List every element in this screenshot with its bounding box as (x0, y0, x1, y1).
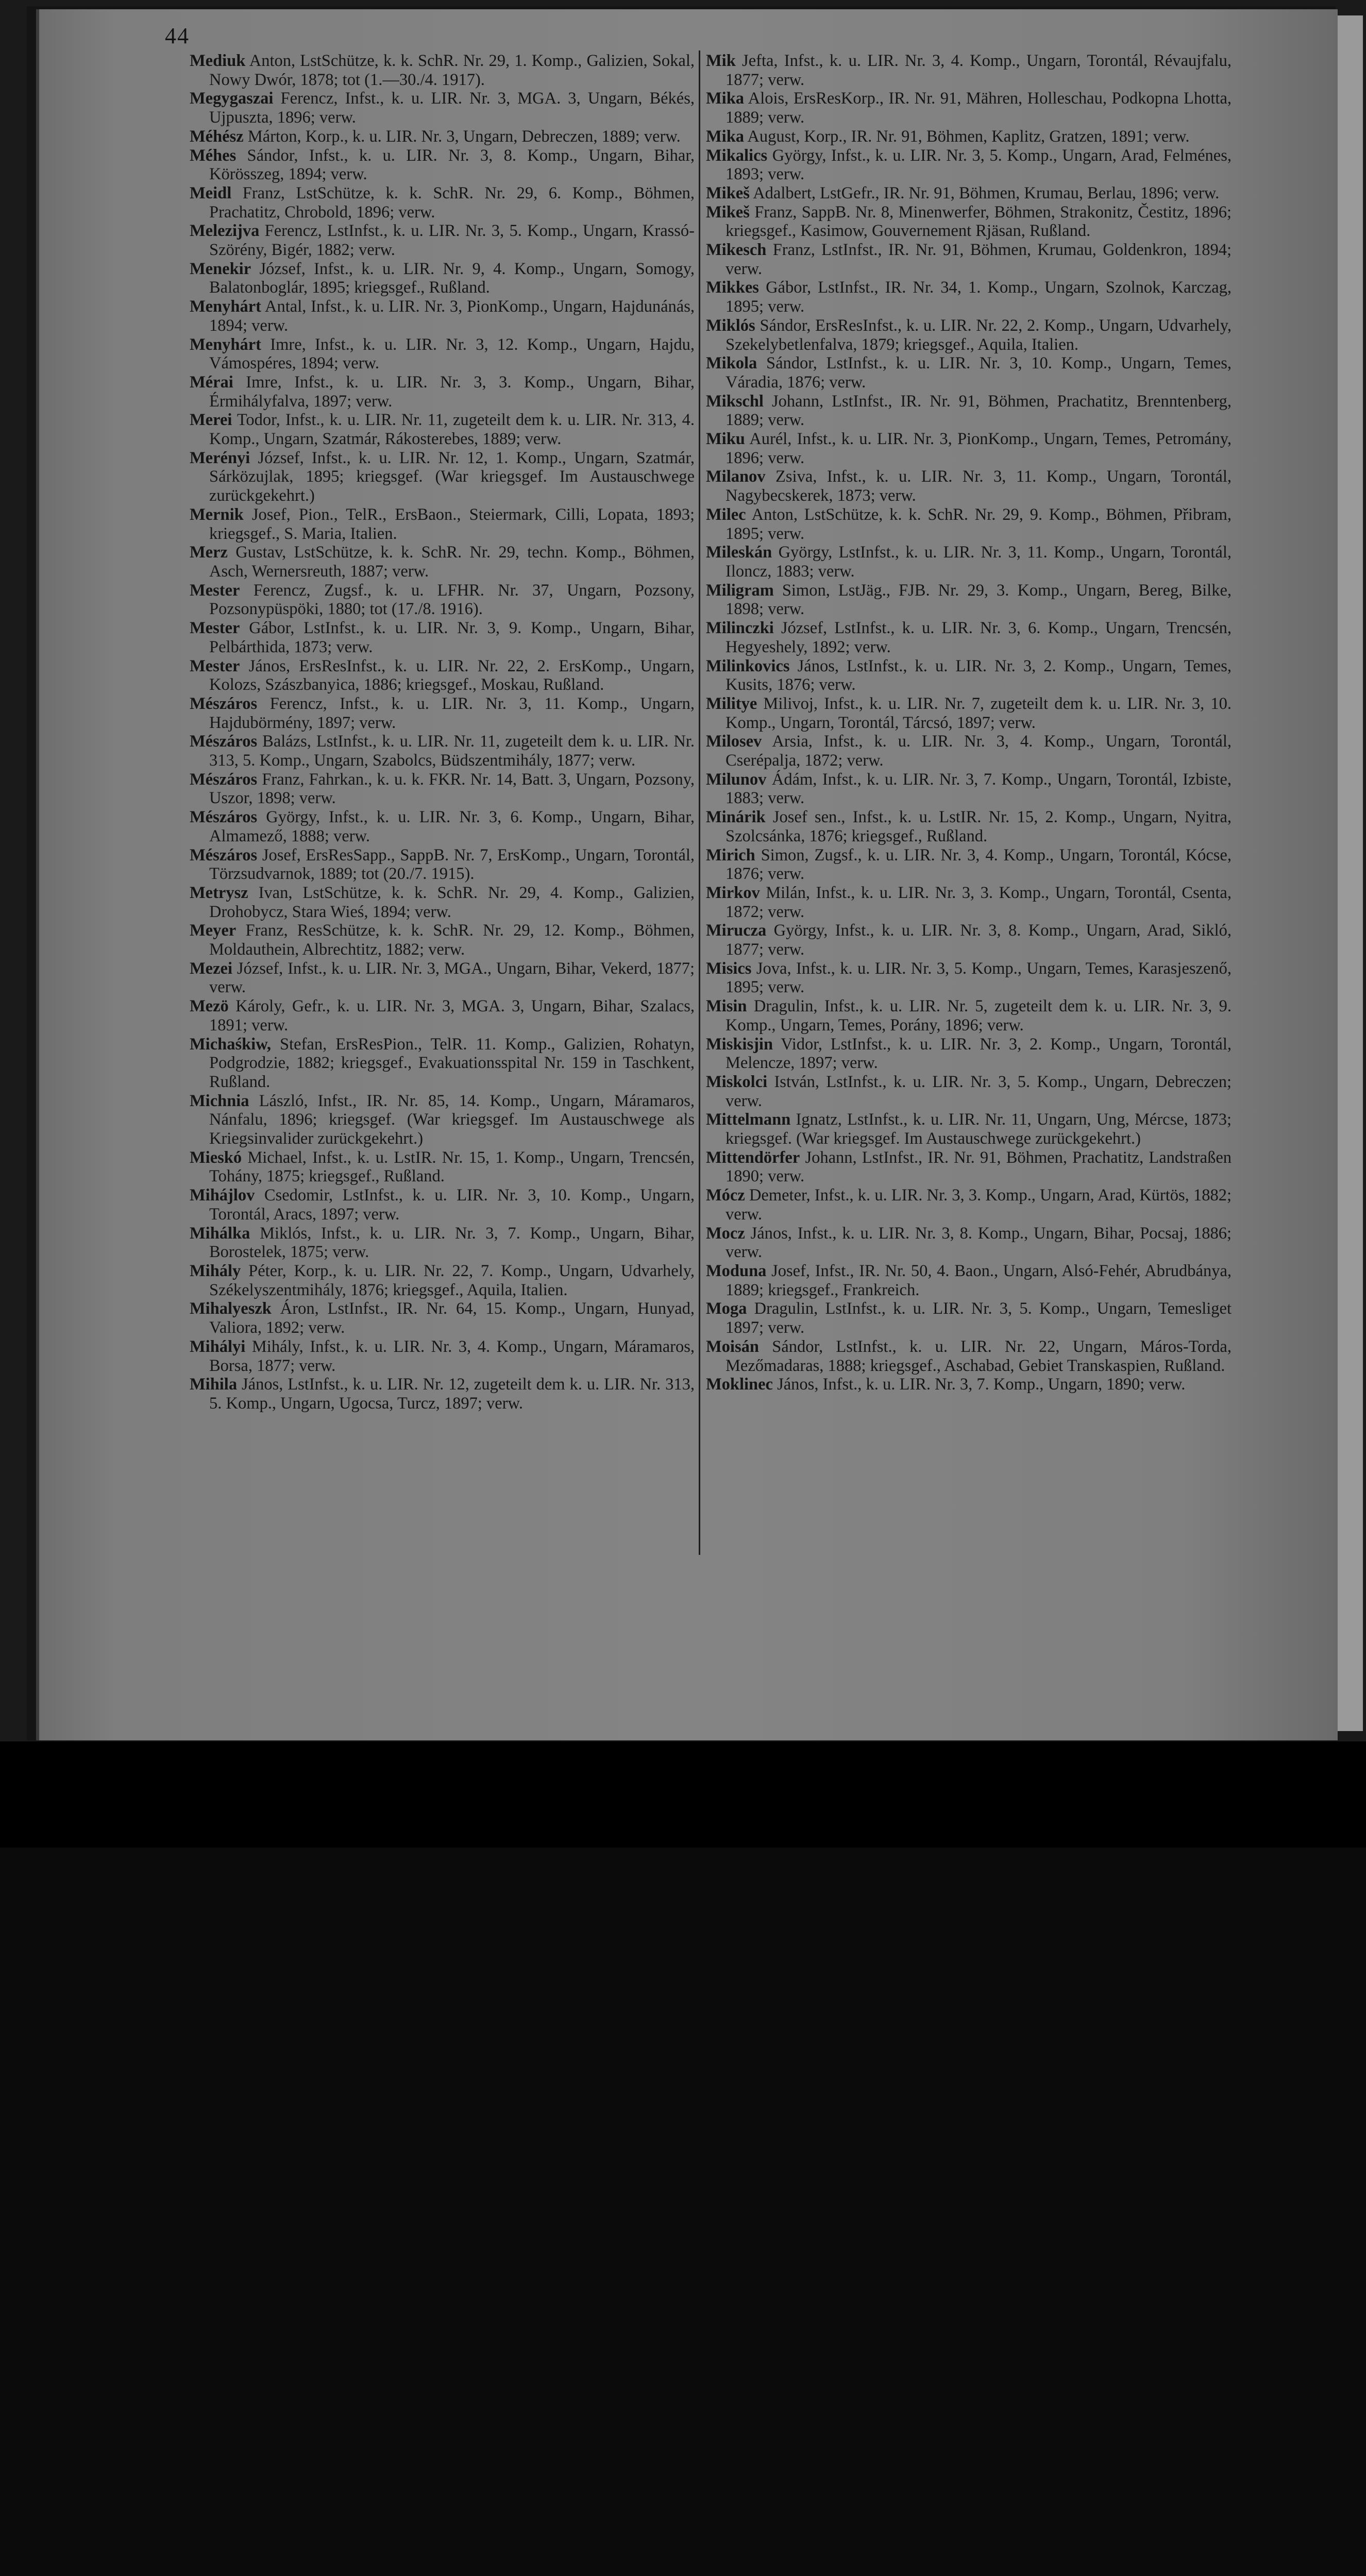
entry-surname: Misin (706, 997, 747, 1016)
entry-surname: Mileskán (706, 543, 772, 562)
register-entry (190, 411, 695, 448)
viewer-footer (0, 1741, 1366, 1848)
register-entry (190, 505, 695, 543)
entry-details: Imre, Infst., k. u. LIR. Nr. 3, 12. Komp., Ungarn, Hajdu, Vámospéres, 1894; verw. (209, 335, 695, 373)
register-entry (190, 543, 695, 581)
entry-surname: Mészáros (190, 732, 258, 751)
entry-details: János, LstInfst., k. u. LIR. Nr. 3, 2. Komp., Ungarn, Temes, Kusits, 1876; verw. (726, 656, 1232, 694)
entry-details: August, Korp., IR. Nr. 91, Böhmen, Kaplitz, Gratzen, 1891; verw. (744, 127, 1190, 146)
entry-surname: Milinkovics (706, 656, 790, 675)
entry-surname: Misics (706, 959, 752, 978)
register-entry (706, 732, 1232, 770)
entry-details: Gábor, LstInfst., k. u. LIR. Nr. 3, 9. Komp., Ungarn, Bihar, Pelbárthida, 1873; verw. (209, 619, 695, 656)
entry-details: Franz, ResSchütze, k. k. SchR. Nr. 29, 12. Komp., Böhmen, Moldauthein, Albrechtitz, 1882; verw. (209, 921, 695, 959)
entry-surname: Metrysz (190, 883, 248, 902)
register-entry (190, 1375, 695, 1413)
entry-surname: Mócz (706, 1186, 745, 1205)
register-entry (706, 884, 1232, 921)
register-entry (190, 222, 695, 259)
entry-surname: Mészáros (190, 808, 258, 827)
entry-surname: Mezö (190, 997, 229, 1016)
entry-details: Todor, Infst., k. u. LIR. Nr. 11, zugeteilt dem k. u. LIR. Nr. 313, 4. Komp., Ungarn, Szatmár, Rákosterebes, 1889; verw. (209, 411, 695, 449)
entry-surname: Megygaszai (190, 89, 274, 108)
entry-surname: Mikesch (706, 241, 767, 260)
register-entry (706, 997, 1232, 1035)
register-entry (706, 1110, 1232, 1148)
entry-details: Johann, LstInfst., IR. Nr. 91, Böhmen, Prachatitz, Landstraßen 1890; verw. (726, 1148, 1232, 1186)
entry-surname: Mihila (190, 1375, 238, 1394)
entry-surname: Mihalyeszk (190, 1299, 272, 1318)
entry-surname: Mészáros (190, 770, 258, 789)
register-entry (190, 657, 695, 694)
register-entry (190, 146, 695, 184)
register-entry (706, 430, 1232, 467)
entry-details: Imre, Infst., k. u. LIR. Nr. 3, 3. Komp., Ungarn, Bihar, Érmihályfalva, 1897; verw. (209, 372, 695, 411)
entry-surname: Mittendörfer (706, 1148, 800, 1167)
register-entry (706, 808, 1232, 845)
register-entry (706, 921, 1232, 959)
entry-surname: Mirich (706, 845, 755, 865)
register-entry (190, 694, 695, 732)
entry-surname: Michnia (190, 1091, 249, 1110)
entry-details: Michael, Infst., k. u. LstIR. Nr. 15, 1. Komp., Ungarn, Trencsén, Tohány, 1875; kriegsgef., Rußland. (209, 1148, 695, 1186)
entry-surname: Mihálka (190, 1224, 250, 1243)
entry-details: Ferencz, Zugsf., k. u. LFHR. Nr. 37, Ungarn, Pozsony, Pozsonypüspöki, 1880; tot (17./8. 1916). (209, 581, 695, 619)
entry-surname: Milanov (706, 467, 766, 486)
entry-surname: Merényi (190, 448, 250, 467)
entry-surname: Milec (706, 505, 746, 524)
entry-surname: Mihájlov (190, 1186, 255, 1205)
entry-details: Franz, LstInfst., IR. Nr. 91, Böhmen, Krumau, Goldenkron, 1894; verw. (726, 241, 1232, 278)
register-entry (706, 1035, 1232, 1073)
register-entry (706, 184, 1232, 203)
entry-details: László, Infst., IR. Nr. 85, 14. Komp., Ungarn, Máramaros, Nánfalu, 1896; kriegsgef. (War kriegsgef. Im Austauschwege als Kriegsinvalider zurückgekehrt.) (209, 1091, 695, 1148)
entry-surname: Mirkov (706, 883, 760, 902)
entry-details: Péter, Korp., k. u. LIR. Nr. 22, 7. Komp., Ungarn, Udvarhely, Székelyszentmihály, 1876; kriegsgef., Aquila, Italien. (209, 1262, 695, 1299)
entry-details: Aurél, Infst., k. u. LIR. Nr. 3, PionKomp., Ungarn, Temes, Petromány, 1896; verw. (726, 430, 1232, 467)
entry-surname: Moga (706, 1299, 747, 1318)
register-entry (706, 392, 1232, 430)
entry-details: Ignatz, LstInfst., k. u. LIR. Nr. 11, Ungarn, Ung, Mércse, 1873; kriegsgef. (War kriegsgef. Im Austauschwege zurückgekehrt.) (726, 1110, 1232, 1148)
register-entry (190, 770, 695, 808)
entry-surname: Mikeš (706, 183, 750, 202)
entry-details: Josef, Pion., TelR., ErsBaon., Steiermark, Cilli, Lopata, 1893; kriegsgef., S. Maria, Italien. (209, 505, 695, 543)
entry-details: Simon, LstJäg., FJB. Nr. 29, 3. Komp., Ungarn, Bereg, Bilke, 1898; verw. (726, 581, 1232, 619)
entry-surname: Menyhárt (190, 335, 261, 354)
entry-details: Mihály, Infst., k. u. LIR. Nr. 3, 4. Komp., Ungarn, Máramaros, Borsa, 1877; verw. (209, 1337, 695, 1375)
entry-details: Josef sen., Infst., k. u. LstIR. Nr. 15, 2. Komp., Ungarn, Nyitra, Szolcsánka, 1876; kriegsgef., Rußland. (726, 808, 1232, 845)
register-entry (190, 997, 695, 1035)
entry-details: Márton, Korp., k. u. LIR. Nr. 3, Ungarn, Debreczen, 1889; verw. (243, 127, 681, 146)
register-entry (190, 184, 695, 222)
entry-surname: Mika (706, 89, 745, 108)
entry-surname: Méhes (190, 146, 237, 165)
entry-surname: Milosev (706, 732, 762, 751)
entry-surname: Mester (190, 656, 240, 675)
entry-details: Ferencz, Infst., k. u. LIR. Nr. 3, MGA. 3, Ungarn, Békés, Ujpuszta, 1896; verw. (209, 89, 695, 127)
entry-surname: Mirucza (706, 921, 767, 940)
entry-details: Miklós, Infst., k. u. LIR. Nr. 3, 7. Komp., Ungarn, Bihar, Borostelek, 1875; verw. (209, 1224, 695, 1262)
entry-details: Zsiva, Infst., k. u. LIR. Nr. 3, 11. Komp., Ungarn, Torontál, Nagybecskerek, 1873; verw. (726, 467, 1232, 505)
entry-surname: Mocz (706, 1224, 745, 1243)
entry-details: Károly, Gefr., k. u. LIR. Nr. 3, MGA. 3, Ungarn, Bihar, Szalacs, 1891; verw. (209, 997, 695, 1035)
register-entry (706, 1186, 1232, 1224)
register-entry (706, 278, 1232, 316)
entry-surname: Mik (706, 52, 736, 70)
register-entry (190, 846, 695, 884)
register-entry (706, 1073, 1232, 1110)
register-entry (706, 694, 1232, 732)
entry-details: József, Infst., k. u. LIR. Nr. 12, 1. Komp., Ungarn, Szatmár, Sárközujlak, 1895; kriegsgef. (War kriegsgef. Im Austauschwege zurückgekehrt.) (209, 448, 695, 505)
entry-details: Csedomir, LstInfst., k. u. LIR. Nr. 3, 10. Komp., Ungarn, Torontál, Aracs, 1897; verw. (209, 1186, 695, 1224)
entry-surname: Mikkes (706, 278, 759, 297)
register-entry (190, 581, 695, 619)
entry-details: Alois, ErsResKorp., IR. Nr. 91, Mähren, Holleschau, Podkopna Lhotta, 1889; verw. (726, 89, 1232, 127)
register-entry (190, 732, 695, 770)
entry-surname: Mieskó (190, 1148, 242, 1167)
entry-surname: Miligram (706, 581, 774, 600)
entry-surname: Mészáros (190, 845, 258, 865)
entry-details: Anton, LstSchütze, k. k. SchR. Nr. 29, 1. Komp., Galizien, Sokal, Nowy Dwór, 1878; tot (1.—30./4. 1917). (209, 52, 695, 89)
entry-details: Sándor, Infst., k. u. LIR. Nr. 3, 8. Komp., Ungarn, Bihar, Körösszeg, 1894; verw. (209, 146, 695, 184)
entry-details: Ferencz, Infst., k. u. LIR. Nr. 3, 11. Komp., Ungarn, Hajdubörmény, 1897; verw. (209, 694, 695, 732)
entry-details: Gustav, LstSchütze, k. k. SchR. Nr. 29, techn. Komp., Böhmen, Asch, Wernersreuth, 1887; verw. (209, 543, 695, 581)
register-entry (190, 1337, 695, 1375)
entry-surname: Moklinec (706, 1375, 773, 1394)
entry-surname: Minárik (706, 808, 766, 827)
entry-surname: Merz (190, 543, 228, 562)
entry-details: Demeter, Infst., k. u. LIR. Nr. 3, 3. Komp., Ungarn, Arad, Kürtös, 1882; verw. (726, 1186, 1232, 1224)
entry-surname: Milunov (706, 770, 767, 789)
entry-details: Anton, LstSchütze, k. k. SchR. Nr. 29, 9. Komp., Böhmen, Přibram, 1895; verw. (726, 505, 1232, 543)
register-entry (190, 89, 695, 127)
entry-details: Milivoj, Infst., k. u. LIR. Nr. 7, zugeteilt dem k. u. LIR. Nr. 3, 10. Komp., Ungarn, Torontál, Tárcsó, 1897; verw. (726, 694, 1232, 732)
entry-surname: Miskisjin (706, 1035, 773, 1054)
entry-details: György, Infst., k. u. LIR. Nr. 3, 5. Komp., Ungarn, Arad, Felménes, 1893; verw. (726, 146, 1232, 184)
entry-details: János, Infst., k. u. LIR. Nr. 3, 7. Komp., Ungarn, 1890; verw. (772, 1375, 1186, 1394)
entry-surname: Miku (706, 430, 745, 449)
entry-surname: Menyhárt (190, 297, 261, 316)
entry-surname: Mikschl (706, 392, 764, 411)
entry-surname: Militye (706, 694, 757, 713)
entry-surname: Méhész (190, 127, 244, 146)
register-entry (190, 808, 695, 845)
register-entry (706, 146, 1232, 184)
register-entry (190, 449, 695, 505)
entry-surname: Mikalics (706, 146, 768, 165)
register-entry (706, 52, 1232, 89)
entry-details: György, LstInfst., k. u. LIR. Nr. 3, 11. Komp., Ungarn, Torontál, Iloncz, 1883; verw. (726, 543, 1232, 581)
register-entry (190, 1092, 695, 1148)
register-entry (190, 1299, 695, 1337)
entry-details: György, Infst., k. u. LIR. Nr. 3, 6. Komp., Ungarn, Bihar, Almamező, 1888; verw. (209, 808, 695, 845)
register-entry (706, 770, 1232, 808)
entry-details: János, Infst., k. u. LIR. Nr. 3, 8. Komp., Ungarn, Bihar, Pocsaj, 1886; verw. (726, 1224, 1232, 1262)
register-entry (706, 1299, 1232, 1337)
entry-surname: Menekir (190, 259, 251, 278)
entry-surname: Meyer (190, 921, 237, 940)
entry-details: Franz, SappB. Nr. 8, Minenwerfer, Böhmen, Strakonitz, Čestitz, 1896; kriegsgef., Kasimow, Gouvernement Rjäsan, Rußland. (726, 202, 1232, 241)
entry-surname: Mikola (706, 354, 757, 373)
entry-details: Gábor, LstInfst., IR. Nr. 34, 1. Komp., Ungarn, Szolnok, Karczag, 1895; verw. (726, 278, 1232, 316)
entry-details: Johann, LstInfst., IR. Nr. 91, Böhmen, Prachatitz, Brenntenberg, 1889; verw. (726, 392, 1232, 430)
left-column (190, 52, 695, 1413)
entry-details: György, Infst., k. u. LIR. Nr. 3, 8. Komp., Ungarn, Arad, Sikló, 1877; verw. (726, 921, 1232, 959)
column-divider (699, 50, 700, 1555)
register-entry (190, 297, 695, 335)
register-entry (706, 543, 1232, 581)
entry-details: Sándor, LstInfst., k. u. LIR. Nr. 3, 10. Komp., Ungarn, Temes, Váradia, 1876; verw. (726, 354, 1232, 392)
entry-details: József, LstInfst., k. u. LIR. Nr. 3, 6. Komp., Ungarn, Trencsén, Hegyeshely, 1892; verw. (726, 619, 1232, 656)
entry-details: Ádám, Infst., k. u. LIR. Nr. 3, 7. Komp., Ungarn, Torontál, Izbiste, 1883; verw. (726, 770, 1232, 808)
register-entry (706, 203, 1232, 241)
register-entry (706, 1337, 1232, 1375)
entry-surname: Moduna (706, 1262, 767, 1280)
register-entry (706, 1224, 1232, 1262)
entry-details: István, LstInfst., k. u. LIR. Nr. 3, 5. Komp., Ungarn, Debreczen; verw. (726, 1072, 1232, 1110)
register-entry (190, 884, 695, 921)
entry-surname: Mérai (190, 372, 233, 392)
register-entry (706, 846, 1232, 884)
entry-details: Adalbert, LstGefr., IR. Nr. 91, Böhmen, Krumau, Berlau, 1896; verw. (749, 183, 1220, 202)
entry-details: Stefan, ErsResPion., TelR. 11. Komp., Galizien, Rohatyn, Podgrodzie, 1882; kriegsgef., Evakuationsspital Nr. 159 in Taschkent, Rußland. (209, 1035, 695, 1091)
entry-details: János, ErsResInfst., k. u. LIR. Nr. 22, 2. ErsKomp., Ungarn, Kolozs, Szászbanyica, 1886; kriegsgef., Moskau, Rußland. (209, 656, 695, 694)
entry-surname: Mernik (190, 505, 244, 524)
register-entry (706, 127, 1232, 146)
entry-surname: Mittelmann (706, 1110, 791, 1129)
register-entry (190, 921, 695, 959)
entry-details: Milán, Infst., k. u. LIR. Nr. 3, 3. Komp., Ungarn, Torontál, Csenta, 1872; verw. (726, 883, 1232, 921)
entry-details: Franz, LstSchütze, k. k. SchR. Nr. 29, 6. Komp., Böhmen, Prachatitz, Chrobold, 1896; verw. (209, 183, 695, 222)
entry-details: Áron, LstInfst., IR. Nr. 64, 15. Komp., Ungarn, Hunyad, Valiora, 1892; verw. (209, 1299, 695, 1337)
entry-surname: Mészáros (190, 694, 258, 713)
entry-details: Ferencz, LstInfst., k. u. LIR. Nr. 3, 5. Komp., Ungarn, Krassó-Szörény, Bigér, 1882; verw. (209, 222, 695, 260)
register-entry (706, 241, 1232, 278)
register-entry (706, 354, 1232, 392)
entry-surname: Mihályi (190, 1337, 246, 1356)
register-entry (706, 89, 1232, 127)
register-entry (190, 260, 695, 297)
entry-details: Balázs, LstInfst., k. u. LIR. Nr. 11, zugeteilt dem k. u. LIR. Nr. 313, 5. Komp., Ungarn, Szabolcs, Büdszentmihály, 1877; verw. (209, 732, 695, 770)
entry-surname: Mester (190, 581, 240, 600)
entry-surname: Miklós (706, 316, 755, 335)
register-entry (706, 316, 1232, 354)
entry-details: Josef, Infst., IR. Nr. 50, 4. Baon., Ungarn, Alsó-Fehér, Abrudbánya, 1889; kriegsgef., Frankreich. (726, 1262, 1232, 1299)
register-entry (706, 505, 1232, 543)
entry-surname: Mediuk (190, 52, 246, 70)
register-entry (190, 959, 695, 997)
entry-details: Arsia, Infst., k. u. LIR. Nr. 3, 4. Komp., Ungarn, Torontál, Cserépalja, 1872; verw. (726, 732, 1232, 770)
entry-details: Antal, Infst., k. u. LIR. Nr. 3, PionKomp., Ungarn, Hajdunánás, 1894; verw. (209, 297, 695, 335)
register-entry (706, 1375, 1232, 1394)
entry-surname: Michaśkiw, (190, 1035, 272, 1054)
register-entry (706, 1262, 1232, 1299)
entry-details: Dragulin, LstInfst., k. u. LIR. Nr. 3, 5. Komp., Ungarn, Temesliget 1897; verw. (726, 1299, 1232, 1337)
entry-details: Jefta, Infst., k. u. LIR. Nr. 3, 4. Komp., Ungarn, Torontál, Révaujfalu, 1877; verw. (726, 52, 1232, 89)
entry-details: Jova, Infst., k. u. LIR. Nr. 3, 5. Komp., Ungarn, Temes, Karasjeszenő, 1895; verw. (726, 959, 1232, 997)
register-entry (190, 52, 695, 89)
register-entry (190, 1186, 695, 1224)
entry-surname: Mika (706, 127, 745, 146)
entry-details: Ivan, LstSchütze, k. k. SchR. Nr. 29, 4. Komp., Galizien, Drohobycz, Stara Wieś, 1894; verw. (209, 883, 695, 921)
next-page-edge (1335, 15, 1363, 1731)
entry-details: Josef, ErsResSapp., SappB. Nr. 7, ErsKomp., Ungarn, Torontál, Törzsudvarnok, 1889; tot (20./7. 1915). (209, 845, 695, 884)
entry-details: János, LstInfst., k. u. LIR. Nr. 12, zugeteilt dem k. u. LIR. Nr. 313, 5. Komp., Ungarn, Ugocsa, Turcz, 1897; verw. (209, 1375, 695, 1413)
register-entry (706, 581, 1232, 619)
register-entry (706, 1148, 1232, 1186)
entry-surname: Moisán (706, 1337, 759, 1356)
entry-details: Simon, Zugsf., k. u. LIR. Nr. 3, 4. Komp., Ungarn, Torontál, Kócse, 1876; verw. (726, 845, 1232, 884)
register-entry (706, 619, 1232, 656)
entry-surname: Miskolci (706, 1072, 768, 1091)
register-entry (190, 1224, 695, 1262)
entry-surname: Mester (190, 619, 240, 638)
entry-surname: Meidl (190, 183, 232, 202)
entry-surname: Milinczki (706, 619, 774, 638)
entry-surname: Mikeš (706, 202, 750, 222)
register-entry (190, 1035, 695, 1092)
entry-details: Franz, Fahrkan., k. u. k. FKR. Nr. 14, Batt. 3, Ungarn, Pozsony, Uszor, 1898; verw. (209, 770, 695, 808)
register-entry (190, 1262, 695, 1299)
entry-surname: Mezei (190, 959, 232, 978)
entry-details: Vidor, LstInfst., k. u. LIR. Nr. 3, 2. Komp., Ungarn, Torontál, Melencze, 1897; verw. (726, 1035, 1232, 1073)
entry-surname: Mihály (190, 1262, 241, 1280)
register-entry (190, 335, 695, 373)
entry-details: Sándor, LstInfst., k. u. LIR. Nr. 22, Ungarn, Máros-Torda, Mezőmadaras, 1888; kriegsgef., Aschabad, Gebiet Transkaspien, Rußland. (726, 1337, 1232, 1375)
entry-details: Sándor, ErsResInfst., k. u. LIR. Nr. 22, 2. Komp., Ungarn, Udvarhely, Szekelybetlenfalva, 1879; kriegsgef., Aquila, Italien. (726, 316, 1232, 354)
register-entry (190, 1148, 695, 1186)
right-column (706, 52, 1232, 1394)
page-number: 44 (165, 23, 190, 48)
register-entry (190, 373, 695, 411)
register-entry (190, 619, 695, 656)
register-entry (706, 959, 1232, 997)
register-entry (190, 127, 695, 146)
register-entry (706, 467, 1232, 505)
entry-details: József, Infst., k. u. LIR. Nr. 3, MGA., Ungarn, Bihar, Vekerd, 1877; verw. (209, 959, 695, 997)
entry-surname: Merei (190, 411, 232, 430)
entry-details: József, Infst., k. u. LIR. Nr. 9, 4. Komp., Ungarn, Somogy, Balatonboglár, 1895; kriegsgef., Rußland. (209, 259, 695, 297)
entry-surname: Melezijva (190, 222, 260, 241)
register-entry (706, 657, 1232, 694)
entry-details: Dragulin, Infst., k. u. LIR. Nr. 5, zugeteilt dem k. u. LIR. Nr. 3, 9. Komp., Ungarn, Temes, Porány, 1896; verw. (726, 997, 1232, 1035)
